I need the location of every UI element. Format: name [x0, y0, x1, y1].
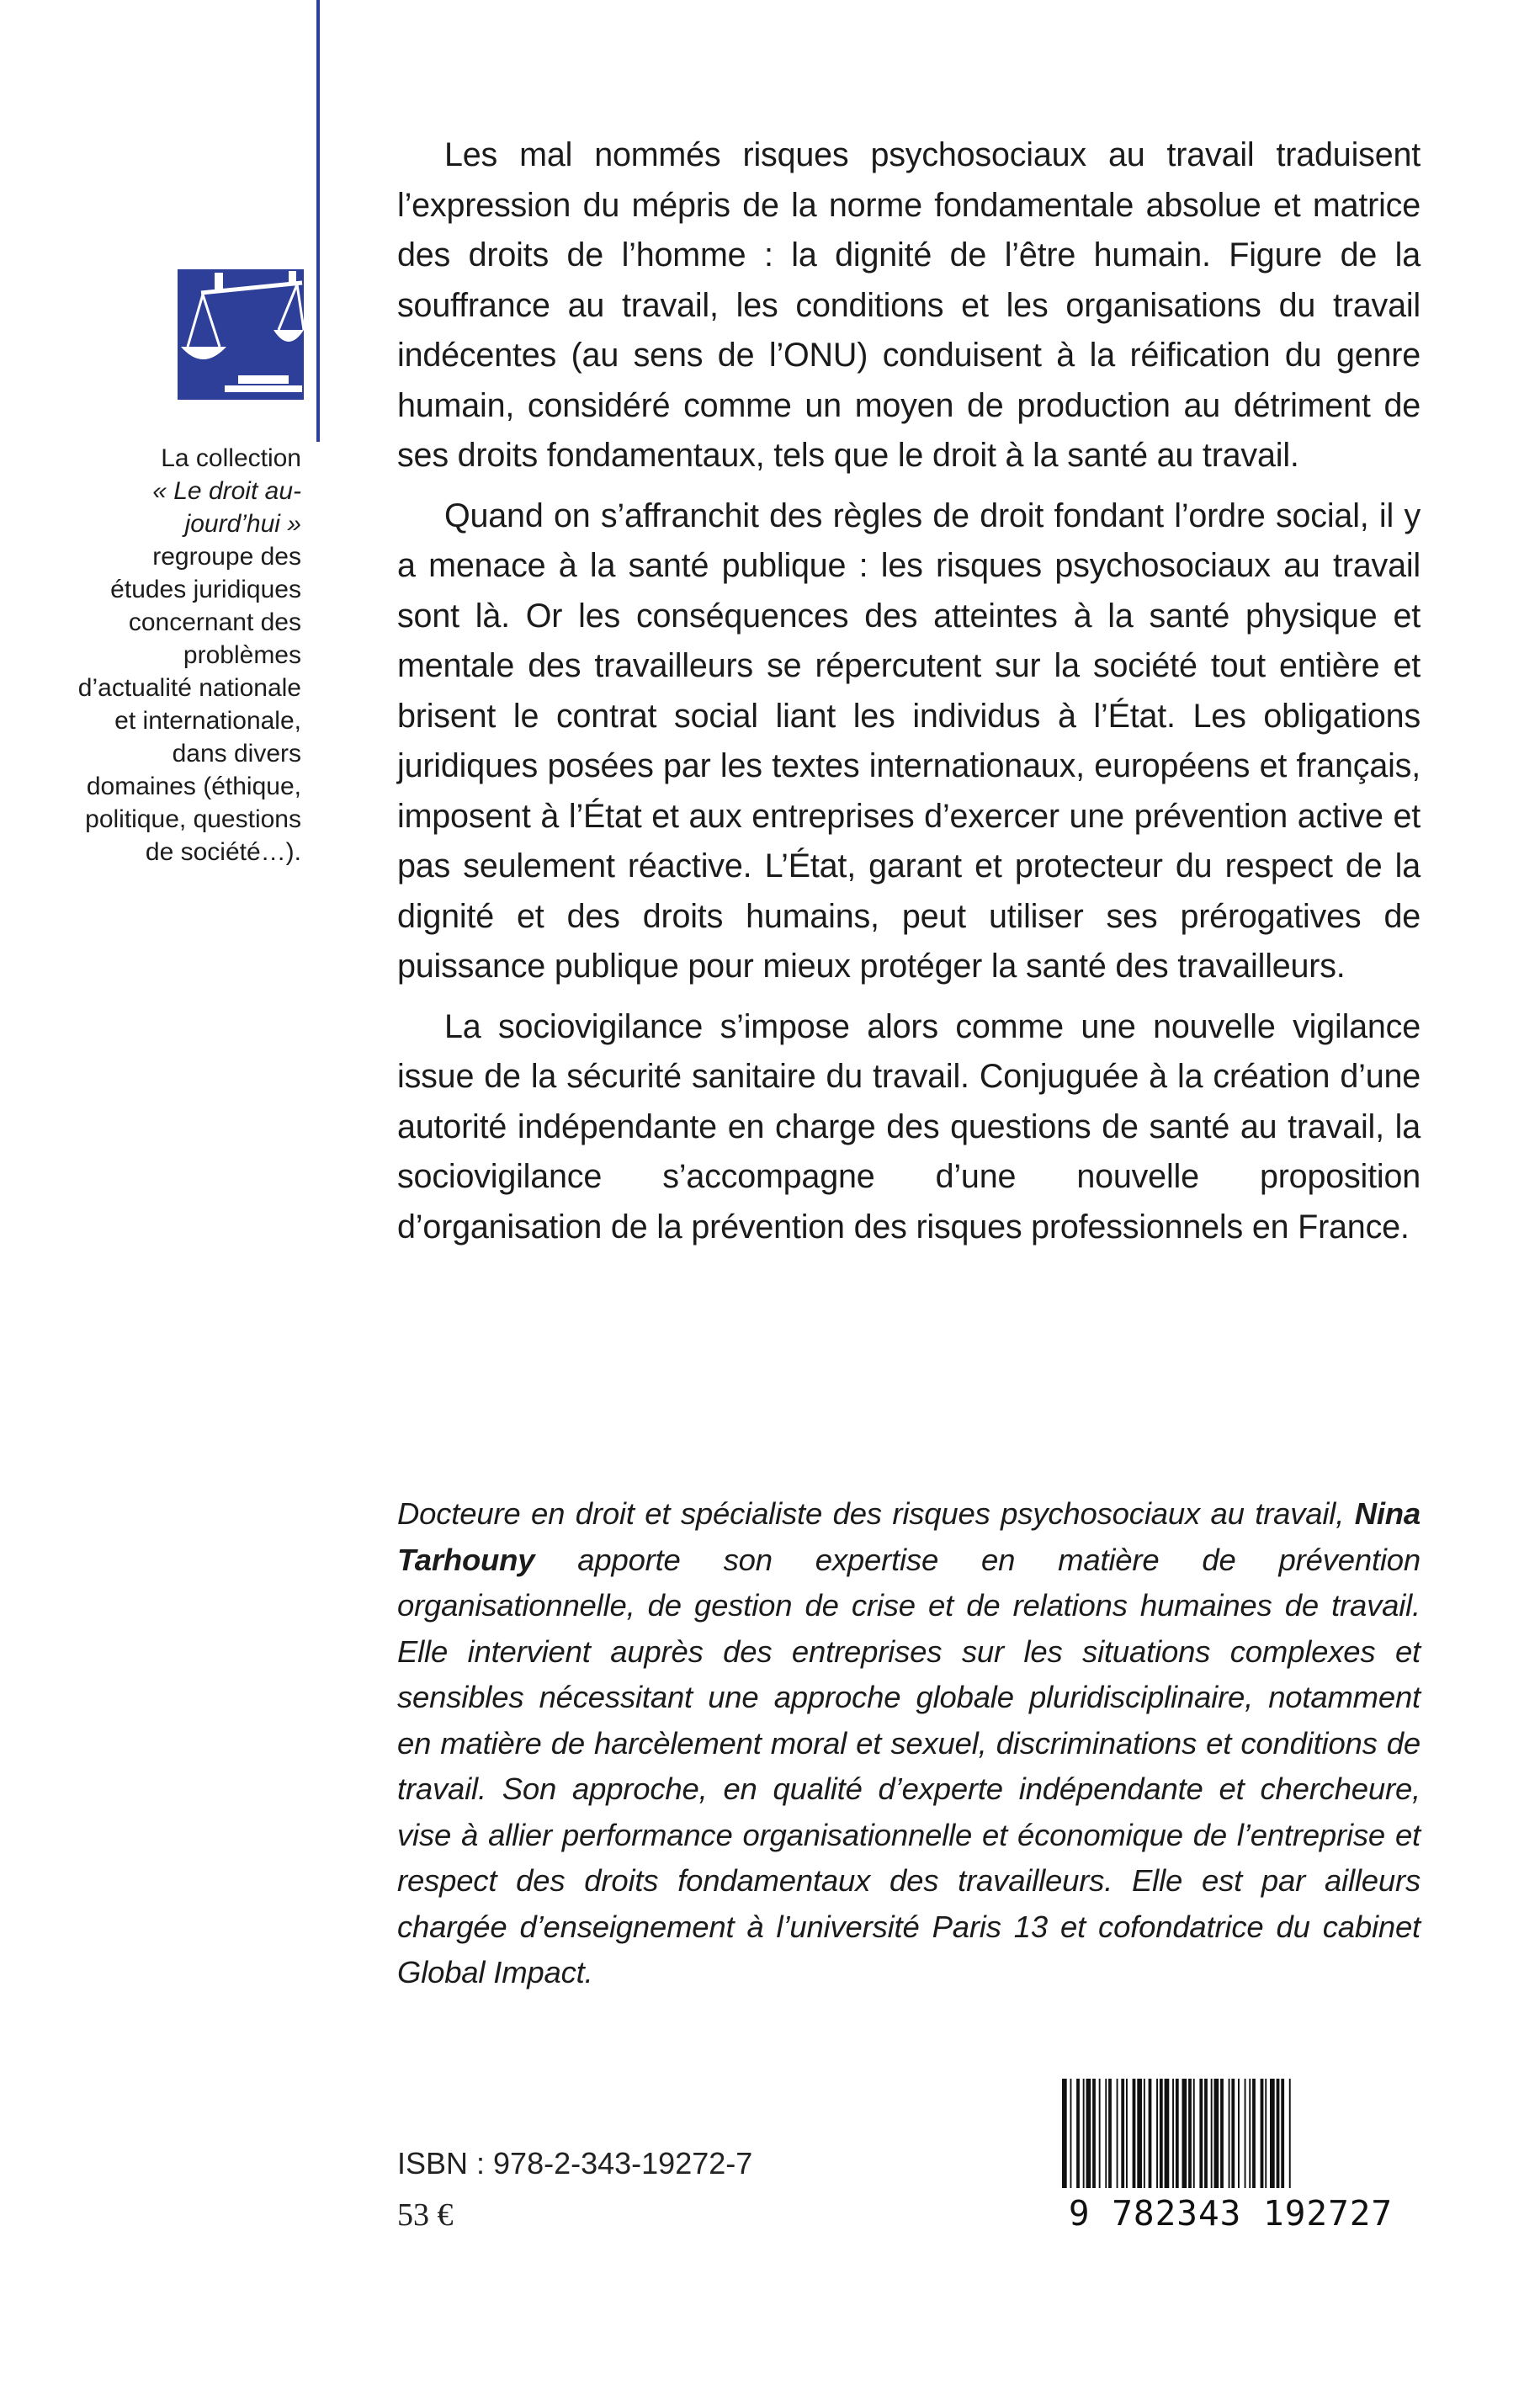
barcode-bar	[1220, 2079, 1224, 2188]
collection-description: regroupe des études juridiques concernant des problèmes d’actualité nationale et internationale, dans divers domaines (éthique, politique, questions de société…).	[77, 543, 301, 866]
barcode-bar	[1076, 2079, 1080, 2188]
barcode-bar	[1231, 2079, 1235, 2188]
barcode-bar	[1108, 2079, 1112, 2188]
barcode-bar	[1270, 2079, 1275, 2188]
collection-line1: La collection	[161, 444, 301, 472]
barcode-bar	[1165, 2079, 1170, 2188]
barcode-bar	[1199, 2079, 1203, 2188]
barcode-bar	[1211, 2079, 1213, 2188]
barcode-bar	[1172, 2079, 1174, 2188]
collection-series-title: « Le droit au-jourd’hui »	[152, 477, 301, 538]
summary-paragraph-1: Les mal nommés risques psychosociaux au travail traduisent l’expression du mépris de la norme fondamentale absolue et matrice des droits de l’homme : la dignité de l’être humain. Figure de la souffrance au travail, les conditions et les organisations du travail indécentes (au sens de l’ONU) conduisent à la réification du genre humain, considéré comme un moyen de production au détriment de ses droits fondamentaux, tels que le droit à la santé au travail.	[397, 136, 1421, 474]
bio-intro: Docteure en droit et spécialiste des risques psychosociaux au travail,	[397, 1496, 1345, 1531]
bio-rest: apporte son expertise en matière de prévention organisationnelle, de gestion de crise et de relations humaines de travail. Elle intervient auprès des entreprises sur les situations complexes et sensibles nécessitant une approche globale pluridisciplinaire, notamment en matière de harcèlement moral et sexuel, discriminations et conditions de travail. Son approche, en qualité d’experte indépendante et chercheure, vise à allier performance organisationnelle et économique de l’entreprise et respect des droits fondamentaux des travailleurs. Elle est par ailleurs chargée d’enseignement à l’université Paris 13 et cofondatrice du cabinet Global Impact.	[397, 1542, 1421, 1989]
barcode-bar	[1204, 2079, 1208, 2188]
barcode-bar	[1188, 2079, 1192, 2188]
barcode-bar	[1289, 2079, 1291, 2188]
summary-paragraph-3: La sociovigilance s’impose alors comme une nouvelle vigilance issue de la sécurité sanitaire du travail. Conjuguée à la création d’une autorité indépendante en charge des questions de santé au travail, la sociovigilance s’accompagne d’une nouvelle proposition d’organisation de la prévention des risques professionnels en France.	[397, 1007, 1421, 1246]
author-name: Nina Tarhouny	[397, 1496, 1421, 1577]
barcode-bar	[1238, 2079, 1240, 2188]
barcode-bar	[1156, 2079, 1158, 2188]
barcode-bar	[1126, 2079, 1128, 2188]
barcode-bar	[1160, 2079, 1163, 2188]
vertical-accent-line	[316, 0, 320, 442]
barcode-digits: 9 782343 192727	[1068, 2193, 1394, 2234]
barcode-bar	[1137, 2079, 1142, 2188]
collection-blurb	[76, 442, 301, 868]
barcode-bar	[1281, 2079, 1284, 2188]
barcode-bar	[1249, 2079, 1251, 2188]
barcode-bar	[1261, 2079, 1264, 2188]
barcode-bar	[1133, 2079, 1136, 2188]
barcode-bar	[1277, 2079, 1280, 2188]
barcode-bar	[1083, 2079, 1085, 2188]
barcode-bar	[1182, 2079, 1187, 2188]
barcode-bar	[1144, 2079, 1145, 2188]
barcode-bar	[1099, 2079, 1101, 2188]
summary-text	[397, 130, 1421, 1262]
scales-of-justice-icon	[178, 269, 304, 400]
barcode-bar	[1121, 2079, 1124, 2188]
barcode-bar	[1149, 2079, 1152, 2188]
barcode-bar	[1070, 2079, 1072, 2188]
barcode-bar	[1086, 2079, 1091, 2188]
barcode-bar	[1062, 2079, 1067, 2188]
barcode-bar	[1245, 2079, 1246, 2188]
price: 53 €	[397, 2197, 454, 2233]
barcode-bar	[1252, 2079, 1256, 2188]
barcode-bar	[1176, 2079, 1179, 2188]
barcode-bar	[1092, 2079, 1096, 2188]
summary-paragraph-2: Quand on s’affranchit des règles de droit fondant l’ordre social, il y a menace à la santé publique : les risques psychosociaux au travail sont là. Or les conséquences des atteintes à la santé physique et mentale des travailleurs se répercutent sur la société tout entière et brisent le contrat social liant les individus à l’État. Les obligations juridiques posées par les textes internationaux, européens et français, imposent à l’État et aux entreprises d’exercer une prévention active et pas seulement réactive. L’État, garant et protecteur du respect de la dignité et des droits humains, peut utiliser ses prérogatives de puissance publique pour mieux protéger la santé des travailleurs.	[397, 497, 1421, 985]
barcode-bar	[1193, 2079, 1195, 2188]
barcode-bar	[1105, 2079, 1107, 2188]
isbn: ISBN : 978-2-343-19272-7	[397, 2146, 753, 2180]
barcode-bar	[1214, 2079, 1219, 2188]
barcode-bar	[1117, 2079, 1118, 2188]
barcode-bar	[1265, 2079, 1267, 2188]
barcode-bar	[1229, 2079, 1230, 2188]
author-bio	[397, 1491, 1421, 1996]
